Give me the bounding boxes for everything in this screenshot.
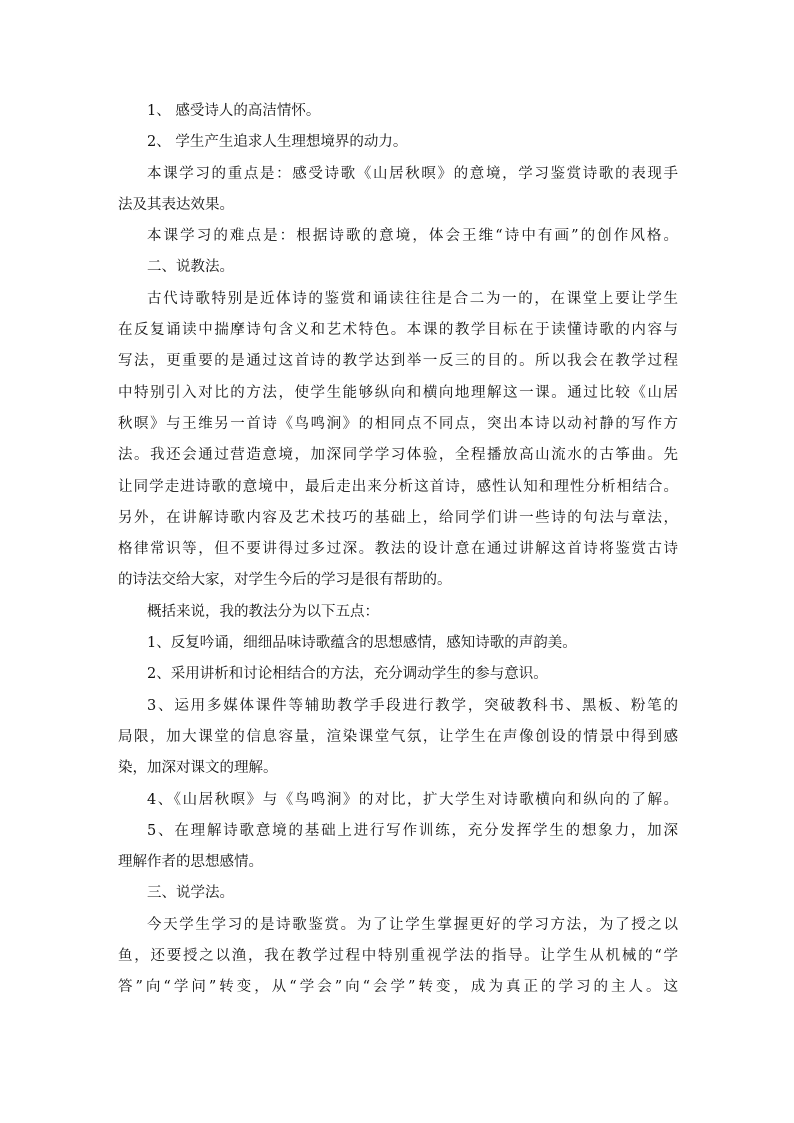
text-line: 4、《山居秋暝》与《鸟鸣涧》的对比，扩大学生对诗歌横向和纵向的了解。 <box>147 791 678 808</box>
text-line: 法及其表达效果。 <box>118 196 234 213</box>
text-line: 本课学习的难点是：根据诗歌的意境，体会王维“诗中有画”的创作风格。 <box>147 228 678 245</box>
text-line: 概括来说，我的教法分为以下五点： <box>147 603 379 620</box>
text-line: 另外，在讲解诗歌内容及艺术技巧的基础上，给同学们讲一些诗的句法与章法， <box>118 509 678 526</box>
text-line: 本课学习的重点是：感受诗歌《山居秋暝》的意境，学习鉴赏诗歌的表现手 <box>147 165 678 182</box>
text-line: 2、 学生产生追求人生理想境界的动力。 <box>147 134 408 151</box>
text-line: 的诗法交给大家，对学生今后的学习是很有帮助的。 <box>118 572 452 589</box>
text-line: 中特别引入对比的方法，使学生能够纵向和横向地理解这一课。通过比较《山居 <box>118 384 678 401</box>
text-line: 局限，加大课堂的信息容量，渲染课堂气氛，让学生在声像创设的情景中得到感 <box>118 728 678 745</box>
text-line: 3、运用多媒体课件等辅助教学手段进行教学，突破教科书、黑板、粉笔的 <box>147 697 678 714</box>
text-line: 格律常识等，但不要讲得过多过深。教法的设计意在通过讲解这首诗将鉴赏古诗 <box>118 541 678 558</box>
text-line: 理解作者的思想感情。 <box>118 854 263 871</box>
text-line: 1、 感受诗人的高洁情怀。 <box>147 103 321 119</box>
text-line: 5、在理解诗歌意境的基础上进行写作训练，充分发挥学生的想象力，加深 <box>147 822 678 839</box>
text-line: 让同学走进诗歌的意境中，最后走出来分析这首诗，感性认知和理性分析相结合。 <box>118 478 678 495</box>
text-line: 法。我还会通过营造意境，加深同学学习体验，全程播放高山流水的古筝曲。先 <box>118 447 678 464</box>
text-line: 在反复诵读中揣摩诗句含义和艺术特色。本课的教学目标在于读懂诗歌的内容与 <box>118 322 678 339</box>
text-line: 染，加深对课文的理解。 <box>118 760 278 777</box>
text-line: 今天学生学习的是诗歌鉴赏。为了让学生掌握更好的学习方法，为了授之以 <box>147 916 678 933</box>
document-body <box>118 96 678 1004</box>
text-line: 2、采用讲析和讨论相结合的方法，充分调动学生的参与意识。 <box>147 666 548 683</box>
text-line: 答”向“学问”转变，从“学会”向“会学”转变，成为真正的学习的主人。这 <box>118 979 678 996</box>
text-line: 古代诗歌特别是近体诗的鉴赏和诵读往往是合二为一的，在课堂上要让学生 <box>147 290 678 307</box>
text-line: 二、说教法。 <box>147 259 234 276</box>
text-line: 三、说学法。 <box>147 885 234 902</box>
text-line: 1、反复吟诵，细细品味诗歌蕴含的思想感情，感知诗歌的声韵美。 <box>147 635 577 652</box>
text-line: 写法，更重要的是通过这首诗的教学达到举一反三的目的。所以我会在教学过程 <box>118 353 678 370</box>
text-line: 鱼，还要授之以渔，我在教学过程中特别重视学法的指导。让学生从机械的“学 <box>118 948 678 965</box>
text-line: 秋暝》与王维另一首诗《鸟鸣涧》的相同点不同点，突出本诗以动衬静的写作方 <box>118 415 678 432</box>
